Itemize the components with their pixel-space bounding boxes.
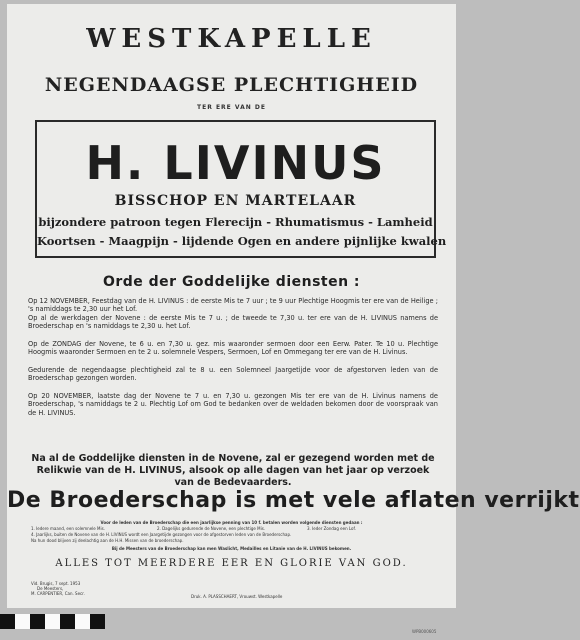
printer-imprint: Druk. A. PLASSCHAERT, Vrouwst. Westkapelle: [191, 594, 283, 599]
patron-line-1: bijzondere patroon tegen Flerecijn - Rhumatismus - Lamheid: [38, 215, 433, 229]
membership-item-4: 4. Jaarlijks, buiten de Novene van de H. LIVINUS wordt een Jaargetijde gezongen voor de afgestorven leden van de Broederschap.: [31, 532, 292, 537]
membership-item-2: 2. Dagelijks gedurende de Novene, een plechtige Mis.: [157, 526, 266, 531]
service-paragraph: Op al de werkdagen der Novene : de eerste Mis te 7 u. ; de tweede te 7,30 u. ter ere van de H. LIVINUS namens de Broederschap en 's namiddags te 2,30 u. het Lof.: [28, 314, 438, 331]
membership-intro: Voor de leden van de Broederschap die een jaarlijkse penning van 10 f. betalen worden volgende diensten gedaan :: [100, 520, 363, 525]
service-paragraph: Gedurende de negendaagse plechtigheid zal te 8 u. een Solemneel Jaargetijde voor de afgestorven leden van de Broederschap gezongen worden.: [28, 366, 438, 383]
service-paragraph: Op 12 NOVEMBER, Feestdag van de H. LIVINUS : de eerste Mis te 7 uur ; te 9 uur Plechtige Hoogmis ter ere van de Heilige ; 's namiddags te 2,30 uur het Lof.: [28, 297, 438, 314]
approval-secretary: M. CARPENTIER, Can. Secr.: [31, 591, 85, 596]
devotional-items-note: Bij de Meesters van de Broederschap kan men Waslicht, Medailles en Litanie van de H. LIVINUS bekomen.: [111, 546, 352, 551]
services-heading: Orde der Goddelijke diensten :: [102, 274, 361, 290]
event-title: NEGENDAAGSE PLECHTIGHEID: [44, 74, 419, 96]
saint-rank: BISSCHOP EN MARTELAAR: [114, 193, 357, 209]
closing-motto: ALLES TOT MEERDERE EER EN GLORIE VAN GOD.: [55, 558, 408, 569]
relic-blessing-text: Na al de Goddelijke diensten in de Novene, zal er gezegend worden met de Relikwie van de H. LIVINUS, alsook op alle dagen van het jaar op verzoek van de Bedevaarders.: [31, 453, 435, 488]
patron-line-2: Koortsen - Maagpijn - lijdende Ogen en andere pijnlijke kwalen: [37, 234, 447, 248]
approval-signatories: De Meesters,: [37, 586, 64, 591]
poster-sheet: [7, 4, 580, 608]
in-honour-label: TER ERE VAN DE: [197, 104, 266, 111]
indulgence-slogan: De Broederschap is met vele aflaten verrijkt: [7, 488, 580, 513]
saint-box: [35, 120, 447, 258]
membership-note: Na hun dood blijven zij deelachtig aan de H.H. Missen van de broederschap.: [31, 538, 184, 543]
town-title: WESTKAPELLE: [86, 24, 377, 54]
membership-item-3: 3. Ieder Zondag een Lof.: [307, 526, 356, 531]
membership-item-1: 1. Iedere maand, een solemnele Mis.: [31, 526, 105, 531]
service-paragraph: Op 20 NOVEMBER, laatste dag der Novene te 7 u. en 7,30 u. gezongen Mis ter ere van de H. Livinus namens de Broederschap, 's namiddags te 2 u. Plechtig Lof om God te bedanken over de weldaden bekomen door de voorspraak van de H. LIVINUS.: [28, 392, 438, 417]
archive-code: WPB000605: [412, 629, 437, 634]
saint-name: H. LIVINUS: [85, 136, 386, 190]
colour-calibration-strip: [0, 614, 105, 629]
service-paragraph: Op de ZONDAG der Novene, te 6 u. en 7,30 u. gez. mis waaronder sermoen door een Eerw. Pater. Te 10 u. Plechtige Hoogmis waaronder Sermoen en te 2 u. solemnele Vespers, Sermoen, Lof en Ommegang ter ere van de H. Livinus.: [28, 340, 438, 357]
approval-date: Vid. Brugis, 7 sept. 1953: [31, 581, 81, 586]
